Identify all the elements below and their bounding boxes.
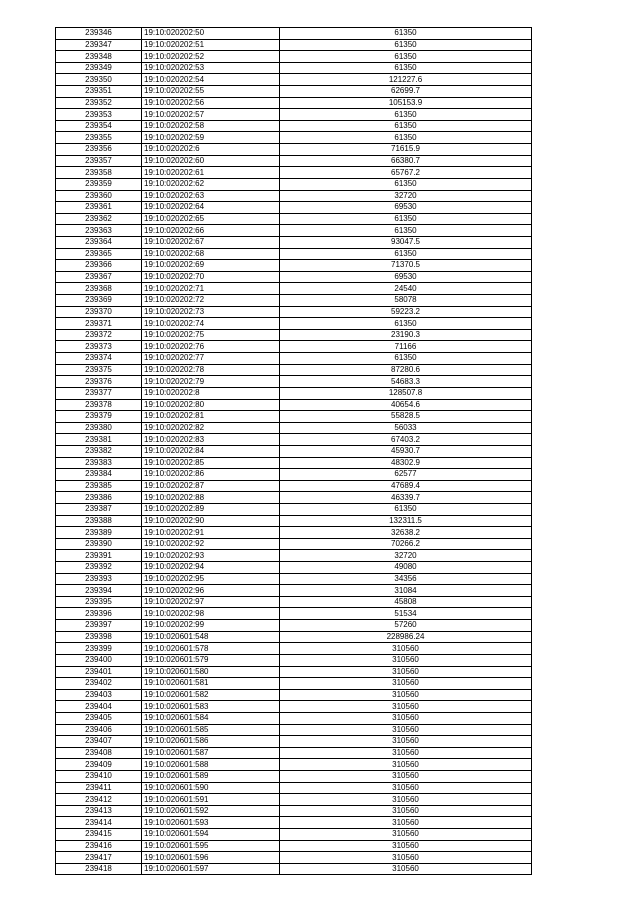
table-row — [56, 376, 532, 388]
table-row — [56, 213, 532, 225]
row-number-cell: 239379 — [56, 411, 142, 423]
cadastral-number-cell: 19:10:020202:58 — [142, 120, 280, 132]
row-number-cell: 239351 — [56, 86, 142, 98]
table-row — [56, 86, 532, 98]
cadastral-number-cell: 19:10:020601:581 — [142, 678, 280, 690]
row-number-cell: 239348 — [56, 51, 142, 63]
row-number-cell: 239352 — [56, 97, 142, 109]
row-number-cell: 239373 — [56, 341, 142, 353]
value-cell: 61350 — [280, 225, 532, 237]
table-row — [56, 271, 532, 283]
cadastral-number-cell: 19:10:020202:88 — [142, 492, 280, 504]
value-cell: 57260 — [280, 620, 532, 632]
cadastral-number-cell: 19:10:020202:51 — [142, 39, 280, 51]
value-cell: 310560 — [280, 689, 532, 701]
cadastral-number-cell: 19:10:020202:84 — [142, 445, 280, 457]
row-number-cell: 239393 — [56, 573, 142, 585]
cadastral-number-cell: 19:10:020601:587 — [142, 747, 280, 759]
table-row — [56, 248, 532, 260]
value-cell: 310560 — [280, 724, 532, 736]
value-cell: 32720 — [280, 190, 532, 202]
value-cell: 310560 — [280, 666, 532, 678]
value-cell: 65767.2 — [280, 167, 532, 179]
value-cell: 310560 — [280, 678, 532, 690]
value-cell: 31084 — [280, 585, 532, 597]
table-row — [56, 283, 532, 295]
cadastral-number-cell: 19:10:020202:67 — [142, 236, 280, 248]
value-cell: 69530 — [280, 271, 532, 283]
table-row — [56, 759, 532, 771]
value-cell: 310560 — [280, 643, 532, 655]
value-cell: 132311.5 — [280, 515, 532, 527]
cadastral-number-cell: 19:10:020202:56 — [142, 97, 280, 109]
table-row — [56, 469, 532, 481]
cadastral-number-cell: 19:10:020202:85 — [142, 457, 280, 469]
cadastral-number-cell: 19:10:020202:80 — [142, 399, 280, 411]
table-row — [56, 863, 532, 875]
cadastral-number-cell: 19:10:020601:580 — [142, 666, 280, 678]
cadastral-number-cell: 19:10:020601:586 — [142, 736, 280, 748]
row-number-cell: 239399 — [56, 643, 142, 655]
row-number-cell: 239380 — [56, 422, 142, 434]
table-row — [56, 689, 532, 701]
value-cell: 58078 — [280, 295, 532, 307]
row-number-cell: 239386 — [56, 492, 142, 504]
row-number-cell: 239407 — [56, 736, 142, 748]
row-number-cell: 239406 — [56, 724, 142, 736]
cadastral-number-cell: 19:10:020202:69 — [142, 260, 280, 272]
value-cell: 46339.7 — [280, 492, 532, 504]
row-number-cell: 239385 — [56, 480, 142, 492]
value-cell: 310560 — [280, 782, 532, 794]
value-cell: 47689.4 — [280, 480, 532, 492]
row-number-cell: 239390 — [56, 538, 142, 550]
table-row — [56, 515, 532, 527]
table-row — [56, 97, 532, 109]
value-cell: 310560 — [280, 654, 532, 666]
value-cell: 105153.9 — [280, 97, 532, 109]
value-cell: 49080 — [280, 562, 532, 574]
row-number-cell: 239416 — [56, 840, 142, 852]
table-row — [56, 562, 532, 574]
value-cell: 310560 — [280, 863, 532, 875]
value-cell: 310560 — [280, 852, 532, 864]
table-row — [56, 724, 532, 736]
value-cell: 228986.24 — [280, 631, 532, 643]
table-row — [56, 596, 532, 608]
table-row — [56, 771, 532, 783]
row-number-cell: 239384 — [56, 469, 142, 481]
table-row — [56, 387, 532, 399]
cadastral-number-cell: 19:10:020202:6 — [142, 144, 280, 156]
cadastral-number-cell: 19:10:020601:583 — [142, 701, 280, 713]
row-number-cell: 239359 — [56, 178, 142, 190]
table-row — [56, 840, 532, 852]
table-row — [56, 364, 532, 376]
cadastral-number-cell: 19:10:020202:64 — [142, 202, 280, 214]
table-row — [56, 585, 532, 597]
cadastral-number-cell: 19:10:020202:77 — [142, 353, 280, 365]
row-number-cell: 239415 — [56, 829, 142, 841]
cadastral-number-cell: 19:10:020202:91 — [142, 527, 280, 539]
cadastral-number-cell: 19:10:020202:94 — [142, 562, 280, 574]
value-cell: 310560 — [280, 840, 532, 852]
table-row — [56, 155, 532, 167]
cadastral-number-cell: 19:10:020202:87 — [142, 480, 280, 492]
table-row — [56, 120, 532, 132]
cadastral-number-cell: 19:10:020202:65 — [142, 213, 280, 225]
table-row — [56, 852, 532, 864]
row-number-cell: 239362 — [56, 213, 142, 225]
table-row — [56, 747, 532, 759]
value-cell: 71166 — [280, 341, 532, 353]
table-row — [56, 817, 532, 829]
table-row — [56, 51, 532, 63]
row-number-cell: 239397 — [56, 620, 142, 632]
value-cell: 32720 — [280, 550, 532, 562]
cadastral-number-cell: 19:10:020601:584 — [142, 712, 280, 724]
cadastral-number-cell: 19:10:020202:73 — [142, 306, 280, 318]
cadastral-number-cell: 19:10:020202:93 — [142, 550, 280, 562]
cadastral-number-cell: 19:10:020202:72 — [142, 295, 280, 307]
row-number-cell: 239417 — [56, 852, 142, 864]
value-cell: 62577 — [280, 469, 532, 481]
value-cell: 310560 — [280, 701, 532, 713]
value-cell: 71370.5 — [280, 260, 532, 272]
row-number-cell: 239387 — [56, 503, 142, 515]
table-row — [56, 353, 532, 365]
value-cell: 61350 — [280, 318, 532, 330]
row-number-cell: 239405 — [56, 712, 142, 724]
table-row — [56, 782, 532, 794]
row-number-cell: 239400 — [56, 654, 142, 666]
cadastral-number-cell: 19:10:020202:89 — [142, 503, 280, 515]
cadastral-number-cell: 19:10:020601:594 — [142, 829, 280, 841]
row-number-cell: 239357 — [56, 155, 142, 167]
table-row — [56, 492, 532, 504]
table-row — [56, 167, 532, 179]
value-cell: 61350 — [280, 39, 532, 51]
row-number-cell: 239361 — [56, 202, 142, 214]
value-cell: 54683.3 — [280, 376, 532, 388]
value-cell: 61350 — [280, 28, 532, 40]
cadastral-number-cell: 19:10:020202:74 — [142, 318, 280, 330]
row-number-cell: 239413 — [56, 805, 142, 817]
cadastral-number-cell: 19:10:020202:70 — [142, 271, 280, 283]
table-row — [56, 260, 532, 272]
row-number-cell: 239403 — [56, 689, 142, 701]
value-cell: 61350 — [280, 132, 532, 144]
table-row — [56, 202, 532, 214]
table-row — [56, 144, 532, 156]
cadastral-number-cell: 19:10:020202:75 — [142, 329, 280, 341]
value-cell: 61350 — [280, 213, 532, 225]
table-row — [56, 654, 532, 666]
value-cell: 310560 — [280, 759, 532, 771]
value-cell: 71615.9 — [280, 144, 532, 156]
value-cell: 34356 — [280, 573, 532, 585]
cadastral-number-cell: 19:10:020202:62 — [142, 178, 280, 190]
table-row — [56, 712, 532, 724]
table-row — [56, 550, 532, 562]
cadastral-number-cell: 19:10:020202:53 — [142, 62, 280, 74]
value-cell: 55828.5 — [280, 411, 532, 423]
value-cell: 310560 — [280, 747, 532, 759]
table-row — [56, 701, 532, 713]
table-row — [56, 178, 532, 190]
value-cell: 66380.7 — [280, 155, 532, 167]
row-number-cell: 239398 — [56, 631, 142, 643]
row-number-cell: 239377 — [56, 387, 142, 399]
cadastral-number-cell: 19:10:020601:592 — [142, 805, 280, 817]
cadastral-number-cell: 19:10:020601:579 — [142, 654, 280, 666]
row-number-cell: 239409 — [56, 759, 142, 771]
table-row — [56, 666, 532, 678]
table-row — [56, 295, 532, 307]
value-cell: 310560 — [280, 805, 532, 817]
table-row — [56, 422, 532, 434]
table-row — [56, 434, 532, 446]
row-number-cell: 239412 — [56, 794, 142, 806]
cadastral-number-cell: 19:10:020601:591 — [142, 794, 280, 806]
cadastral-number-cell: 19:10:020202:76 — [142, 341, 280, 353]
cadastral-number-cell: 19:10:020601:593 — [142, 817, 280, 829]
row-number-cell: 239395 — [56, 596, 142, 608]
value-cell: 67403.2 — [280, 434, 532, 446]
row-number-cell: 239402 — [56, 678, 142, 690]
row-number-cell: 239358 — [56, 167, 142, 179]
row-number-cell: 239370 — [56, 306, 142, 318]
value-cell: 61350 — [280, 120, 532, 132]
value-cell: 51534 — [280, 608, 532, 620]
row-number-cell: 239408 — [56, 747, 142, 759]
row-number-cell: 239365 — [56, 248, 142, 260]
row-number-cell: 239369 — [56, 295, 142, 307]
row-number-cell: 239371 — [56, 318, 142, 330]
value-cell: 45930.7 — [280, 445, 532, 457]
cadastral-number-cell: 19:10:020601:588 — [142, 759, 280, 771]
value-cell: 310560 — [280, 829, 532, 841]
value-cell: 61350 — [280, 248, 532, 260]
row-number-cell: 239414 — [56, 817, 142, 829]
cadastral-number-cell: 19:10:020601:548 — [142, 631, 280, 643]
cadastral-number-cell: 19:10:020202:90 — [142, 515, 280, 527]
cadastral-number-cell: 19:10:020202:97 — [142, 596, 280, 608]
row-number-cell: 239396 — [56, 608, 142, 620]
row-number-cell: 239392 — [56, 562, 142, 574]
table-row — [56, 236, 532, 248]
value-cell: 24540 — [280, 283, 532, 295]
table-row — [56, 74, 532, 86]
value-cell: 48302.9 — [280, 457, 532, 469]
value-cell: 70266.2 — [280, 538, 532, 550]
row-number-cell: 239394 — [56, 585, 142, 597]
row-number-cell: 239360 — [56, 190, 142, 202]
row-number-cell: 239404 — [56, 701, 142, 713]
table-row — [56, 678, 532, 690]
cadastral-number-cell: 19:10:020202:83 — [142, 434, 280, 446]
value-cell: 310560 — [280, 794, 532, 806]
table-body — [56, 28, 532, 875]
value-cell: 61350 — [280, 353, 532, 365]
cadastral-number-cell: 19:10:020601:585 — [142, 724, 280, 736]
cadastral-number-cell: 19:10:020202:68 — [142, 248, 280, 260]
row-number-cell: 239410 — [56, 771, 142, 783]
cadastral-number-cell: 19:10:020202:99 — [142, 620, 280, 632]
value-cell: 59223.2 — [280, 306, 532, 318]
table-row — [56, 132, 532, 144]
table-row — [56, 39, 532, 51]
cadastral-number-cell: 19:10:020202:50 — [142, 28, 280, 40]
table-row — [56, 399, 532, 411]
cadastral-number-cell: 19:10:020601:597 — [142, 863, 280, 875]
row-number-cell: 239364 — [56, 236, 142, 248]
table-row — [56, 457, 532, 469]
value-cell: 62699.7 — [280, 86, 532, 98]
row-number-cell: 239391 — [56, 550, 142, 562]
row-number-cell: 239372 — [56, 329, 142, 341]
cadastral-number-cell: 19:10:020202:63 — [142, 190, 280, 202]
value-cell: 87280.6 — [280, 364, 532, 376]
table-row — [56, 527, 532, 539]
cadastral-number-cell: 19:10:020202:95 — [142, 573, 280, 585]
value-cell: 310560 — [280, 736, 532, 748]
cadastral-number-cell: 19:10:020202:61 — [142, 167, 280, 179]
table-row — [56, 109, 532, 121]
cadastral-number-cell: 19:10:020202:54 — [142, 74, 280, 86]
cadastral-number-cell: 19:10:020202:52 — [142, 51, 280, 63]
cadastral-number-cell: 19:10:020202:98 — [142, 608, 280, 620]
value-cell: 61350 — [280, 62, 532, 74]
value-cell: 61350 — [280, 51, 532, 63]
row-number-cell: 239382 — [56, 445, 142, 457]
table-row — [56, 573, 532, 585]
row-number-cell: 239350 — [56, 74, 142, 86]
cadastral-number-cell: 19:10:020601:595 — [142, 840, 280, 852]
row-number-cell: 239374 — [56, 353, 142, 365]
cadastral-number-cell: 19:10:020601:596 — [142, 852, 280, 864]
cadastral-number-cell: 19:10:020202:81 — [142, 411, 280, 423]
cadastral-number-cell: 19:10:020202:57 — [142, 109, 280, 121]
table-row — [56, 643, 532, 655]
table-row — [56, 503, 532, 515]
row-number-cell: 239411 — [56, 782, 142, 794]
cadastral-number-cell: 19:10:020601:589 — [142, 771, 280, 783]
cadastral-number-cell: 19:10:020202:55 — [142, 86, 280, 98]
table-row — [56, 329, 532, 341]
table-row — [56, 62, 532, 74]
row-number-cell: 239367 — [56, 271, 142, 283]
table-row — [56, 480, 532, 492]
data-table — [55, 27, 532, 875]
row-number-cell: 239381 — [56, 434, 142, 446]
cadastral-number-cell: 19:10:020202:82 — [142, 422, 280, 434]
cadastral-number-cell: 19:10:020601:578 — [142, 643, 280, 655]
table-row — [56, 28, 532, 40]
value-cell: 23190.3 — [280, 329, 532, 341]
table-row — [56, 411, 532, 423]
cadastral-number-cell: 19:10:020202:60 — [142, 155, 280, 167]
cadastral-number-cell: 19:10:020202:59 — [142, 132, 280, 144]
row-number-cell: 239356 — [56, 144, 142, 156]
value-cell: 61350 — [280, 178, 532, 190]
row-number-cell: 239376 — [56, 376, 142, 388]
table-row — [56, 829, 532, 841]
cadastral-number-cell: 19:10:020202:71 — [142, 283, 280, 295]
table-row — [56, 445, 532, 457]
table-row — [56, 805, 532, 817]
table-row — [56, 620, 532, 632]
row-number-cell: 239388 — [56, 515, 142, 527]
row-number-cell: 239347 — [56, 39, 142, 51]
value-cell: 69530 — [280, 202, 532, 214]
table-row — [56, 190, 532, 202]
value-cell: 310560 — [280, 712, 532, 724]
row-number-cell: 239375 — [56, 364, 142, 376]
table-row — [56, 608, 532, 620]
row-number-cell: 239368 — [56, 283, 142, 295]
cadastral-number-cell: 19:10:020601:582 — [142, 689, 280, 701]
value-cell: 310560 — [280, 817, 532, 829]
table-row — [56, 538, 532, 550]
cadastral-number-cell: 19:10:020202:66 — [142, 225, 280, 237]
row-number-cell: 239418 — [56, 863, 142, 875]
table-row — [56, 225, 532, 237]
row-number-cell: 239363 — [56, 225, 142, 237]
row-number-cell: 239353 — [56, 109, 142, 121]
row-number-cell: 239349 — [56, 62, 142, 74]
table-row — [56, 736, 532, 748]
row-number-cell: 239355 — [56, 132, 142, 144]
cadastral-number-cell: 19:10:020202:78 — [142, 364, 280, 376]
value-cell: 128507.8 — [280, 387, 532, 399]
table-row — [56, 341, 532, 353]
cadastral-number-cell: 19:10:020202:8 — [142, 387, 280, 399]
value-cell: 121227.6 — [280, 74, 532, 86]
cadastral-number-cell: 19:10:020202:86 — [142, 469, 280, 481]
row-number-cell: 239389 — [56, 527, 142, 539]
value-cell: 45808 — [280, 596, 532, 608]
table-row — [56, 306, 532, 318]
table-row — [56, 794, 532, 806]
row-number-cell: 239366 — [56, 260, 142, 272]
table-row — [56, 318, 532, 330]
value-cell: 93047.5 — [280, 236, 532, 248]
value-cell: 61350 — [280, 503, 532, 515]
cadastral-number-cell: 19:10:020202:92 — [142, 538, 280, 550]
value-cell: 310560 — [280, 771, 532, 783]
row-number-cell: 239346 — [56, 28, 142, 40]
value-cell: 40654.6 — [280, 399, 532, 411]
value-cell: 56033 — [280, 422, 532, 434]
cadastral-number-cell: 19:10:020202:96 — [142, 585, 280, 597]
row-number-cell: 239354 — [56, 120, 142, 132]
value-cell: 61350 — [280, 109, 532, 121]
cadastral-number-cell: 19:10:020601:590 — [142, 782, 280, 794]
row-number-cell: 239378 — [56, 399, 142, 411]
cadastral-number-cell: 19:10:020202:79 — [142, 376, 280, 388]
row-number-cell: 239383 — [56, 457, 142, 469]
table-row — [56, 631, 532, 643]
row-number-cell: 239401 — [56, 666, 142, 678]
value-cell: 32638.2 — [280, 527, 532, 539]
